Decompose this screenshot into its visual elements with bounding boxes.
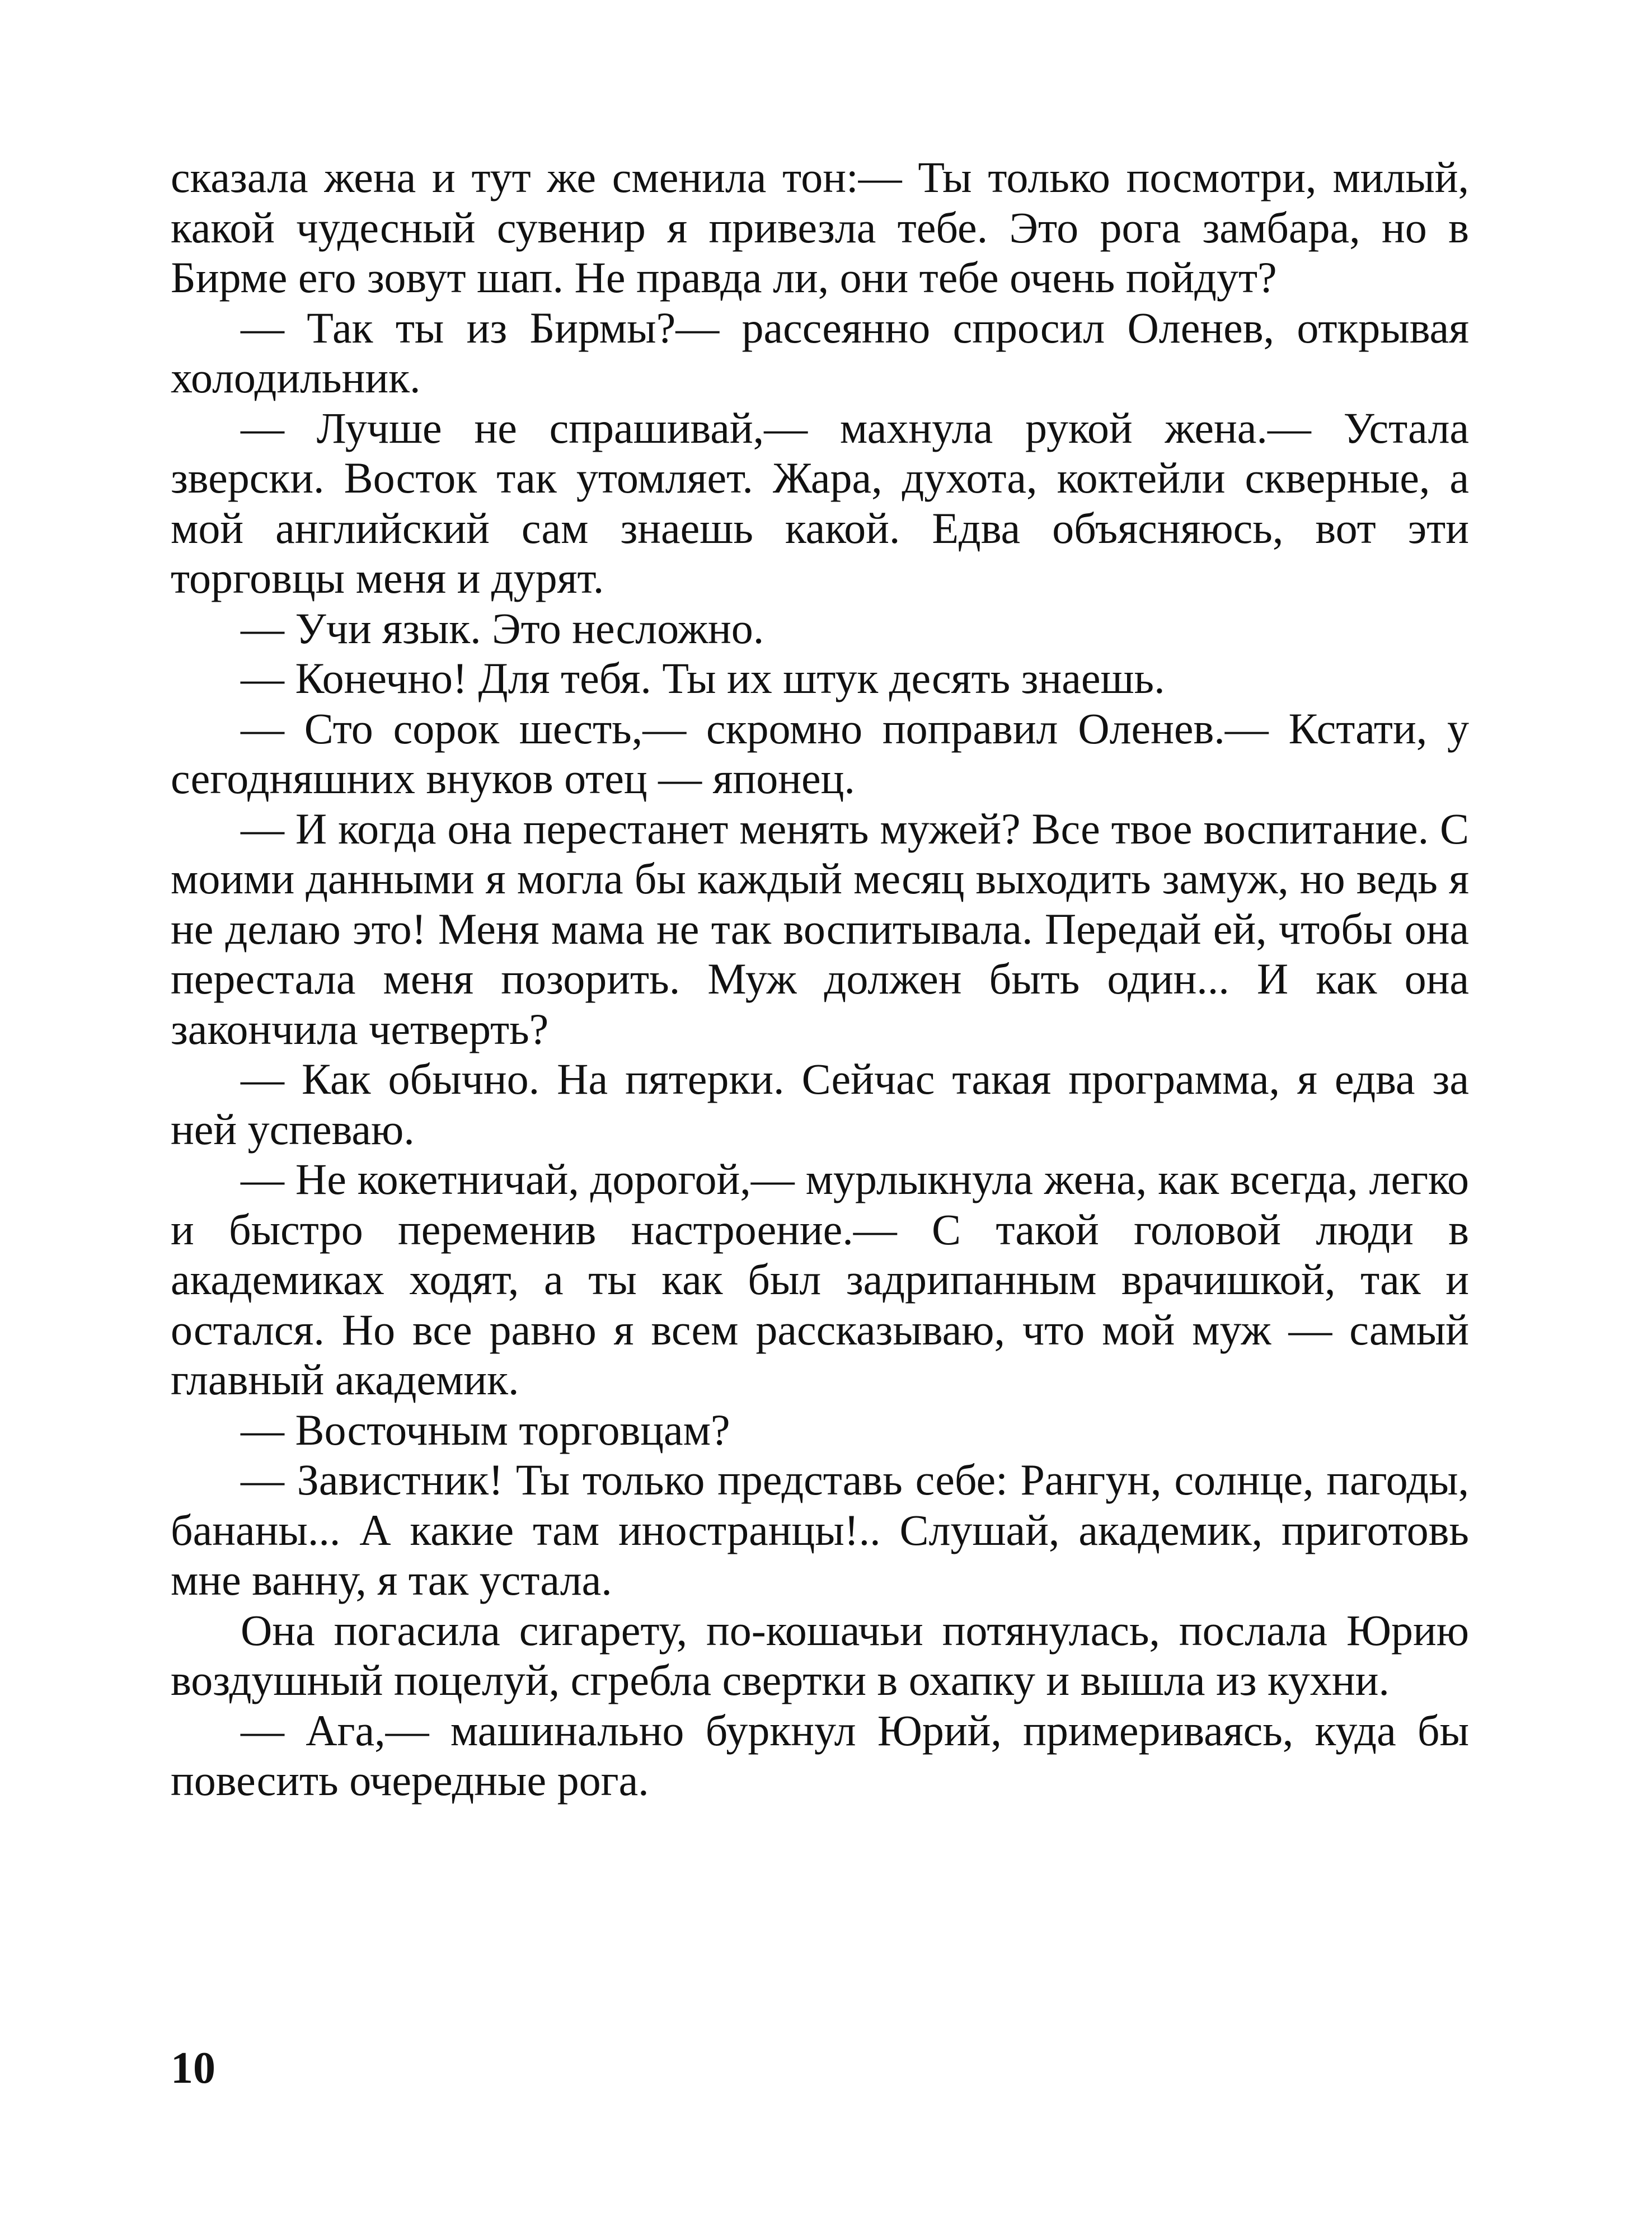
paragraph: — Так ты из Бирмы?— рассеянно спросил Оленев, открывая холодильник. — [171, 303, 1469, 402]
paragraph: — Завистник! Ты только представь себе: Рангун, солнце, пагоды, бананы... А какие там иностранцы!.. Слушай, академик, приготовь мне ванну, я так устала. — [171, 1455, 1469, 1604]
paragraph: Она погасила сигарету, по-кошачьи потянулась, послала Юрию воздушный поцелуй, сгребла свертки в охапку и вышла из кухни. — [171, 1605, 1469, 1704]
paragraph: — Ага,— машинально буркнул Юрий, примериваясь, куда бы повесить очередные рога. — [171, 1705, 1469, 1805]
body-text — [171, 152, 1469, 1806]
paragraph: — Сто сорок шесть,— скромно поправил Оленев.— Кстати, у сегодняшних внуков отец — японец. — [171, 704, 1469, 803]
paragraph: — И когда она перестанет менять мужей? Все твое воспитание. С моими данными я могла бы каждый месяц выходить замуж, но ведь я не делаю это! Меня мама не так воспитывала. Передай ей, чтобы она перестала меня позорить. Муж должен быть один... И как она закончила четверть? — [171, 804, 1469, 1053]
paragraph: — Восточным торговцам? — [241, 1405, 730, 1454]
page-number: 10 — [171, 2044, 215, 2093]
paragraph: — Не кокетничай, дорогой,— мурлыкнула жена, как всегда, легко и быстро переменив настроение.— С такой головой люди в академиках ходят, а ты как был задрипанным врачишкой, так и остался. Но все равно я всем рассказываю, что мой муж — самый главный академик. — [171, 1155, 1469, 1404]
paragraph: — Учи язык. Это несложно. — [241, 603, 764, 653]
paragraph: — Как обычно. На пятерки. Сейчас такая программа, я едва за ней успеваю. — [171, 1055, 1469, 1154]
paragraph: сказала жена и тут же сменила тон:— Ты только посмотри, милый, какой чудесный сувенир я привезла тебе. Это рога замбара, но в Бирме его зовут шап. Не правда ли, они тебе очень пойдут? — [171, 153, 1469, 302]
paragraph: — Конечно! Для тебя. Ты их штук десять знаешь. — [241, 654, 1165, 702]
paragraph: — Лучше не спрашивай,— махнула рукой жена.— Устала зверски. Восток так утомляет. Жара, духота, коктейли скверные, а мой английский сам знаешь какой. Едва объясняюсь, вот эти торговцы меня и дурят. — [171, 403, 1469, 602]
